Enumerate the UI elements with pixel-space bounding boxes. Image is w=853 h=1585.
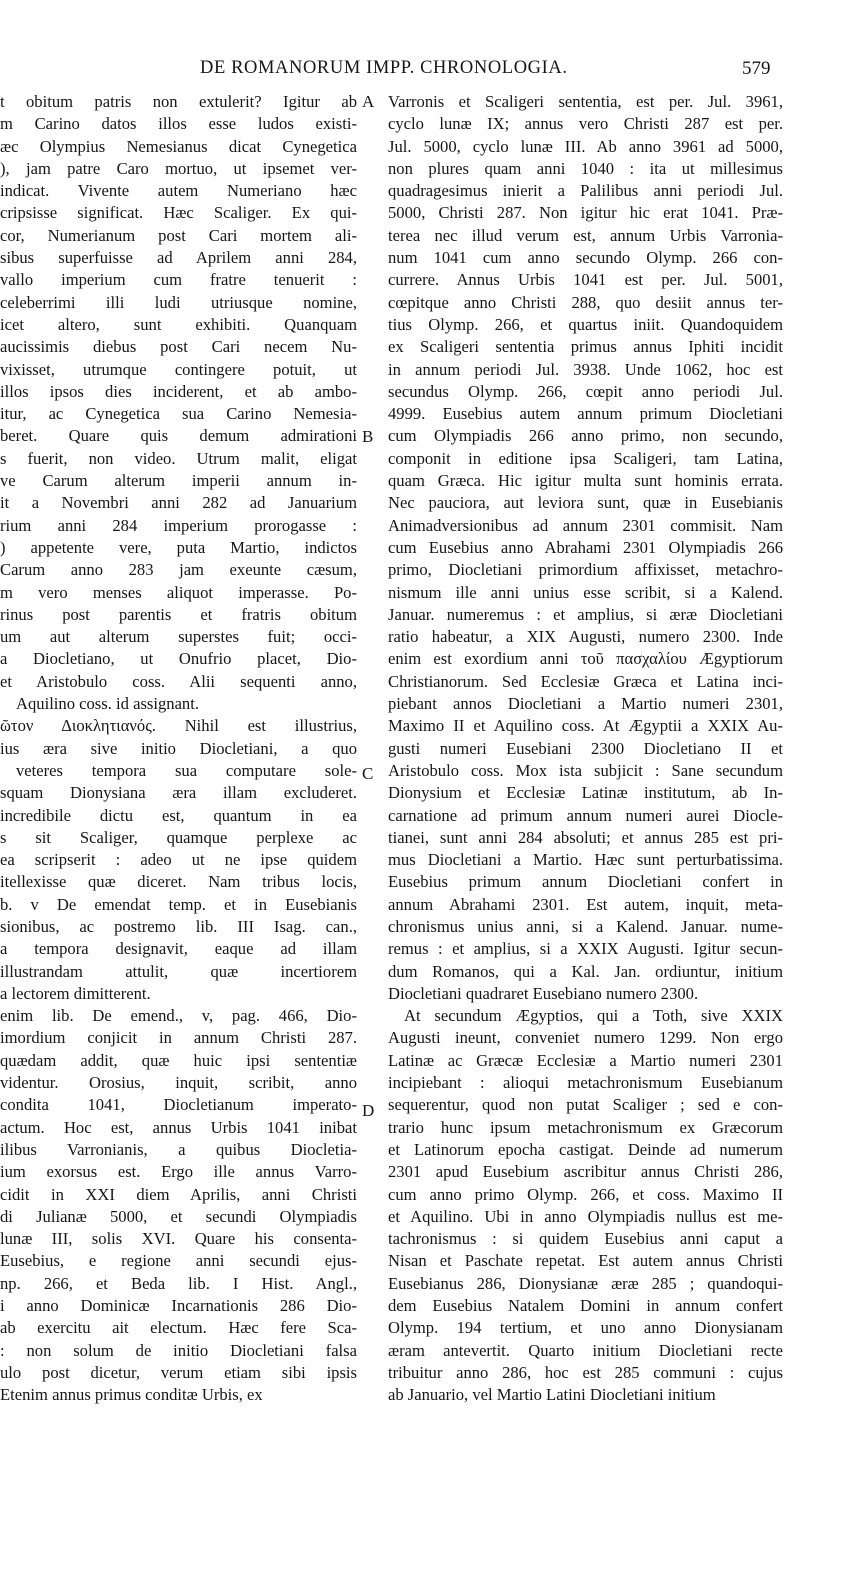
text-line: tribuitur anno 286, hoc est 285 communi : cujus — [388, 1362, 783, 1382]
text-line: cœpitque anno Christi 288, quo desiit annus ter- — [388, 292, 783, 312]
text-line: Augusti ineunt, conveniet numero 1299. Non ergo — [388, 1028, 783, 1048]
text-line: cripsisse significat. Hæc Scaliger. Ex qui- — [0, 203, 357, 223]
text-line: At secundum Ægyptios, qui a Toth, sive XXIX — [404, 1006, 783, 1026]
text-line: ῶτον Διοκλητιανός. Nihil est illustrius, — [0, 716, 357, 736]
text-line: indicat. Vivente autem Numeriano hæc — [0, 181, 357, 201]
text-line: Christianorum. Sed Ecclesiæ Græca et Latina inci- — [388, 671, 783, 691]
text-line: rinus post parentis et fratris obitum — [0, 604, 357, 624]
text-line: enim est exordium anni τοῦ πασχαλίου Ægyptiorum — [388, 649, 783, 669]
text-line: it a Novembri anni 282 ad Januarium — [0, 493, 357, 513]
text-line: tius Olymp. 266, et quartus iniit. Quandoquidem — [388, 314, 783, 334]
text-line: Latinæ ac Græcæ Ecclesiæ a Martio numeri 2301 — [388, 1050, 783, 1070]
running-title: DE ROMANORUM IMPP. CHRONOLOGIA. — [200, 58, 568, 78]
text-line: trario hunc ipsum metachronismum ex Græcorum — [388, 1117, 783, 1137]
text-line: vallo imperium cum fratre tenuerit : — [0, 270, 357, 290]
text-line: et Aquilino. Ubi in anno Olympiadis nullus est me- — [388, 1206, 783, 1226]
page-number: 579 — [742, 58, 771, 79]
text-line: Eusebianus 286, Dionysianæ æræ 285 ; quandoqui- — [388, 1273, 783, 1293]
text-line: remus : et amplius, si a XXIX Augusti. Igitur secun- — [388, 939, 783, 959]
text-line: quædam addit, quæ huic ipsi sententiæ — [0, 1050, 357, 1070]
text-line: Nisan et Paschate repetat. Est autem annus Christi — [388, 1251, 783, 1271]
text-line: enim lib. De emend., v, pag. 466, Dio- — [0, 1006, 357, 1026]
text-line: non plures quam anni 1040 : ita ut millesimus — [388, 158, 783, 178]
text-line: icet altero, sunt exhibiti. Quanquam — [0, 314, 357, 334]
text-line: 4999. Eusebius autem annum primum Diocletiani — [388, 404, 783, 424]
left-column — [0, 91, 357, 1407]
text-line: m Carino datos illos esse ludos existi- — [0, 114, 357, 134]
text-line: piebant annos Diocletiani a Martio numeri 2301, — [388, 694, 783, 714]
text-line: aucissimis diebus post Cari necem Nu- — [0, 337, 357, 357]
text-line: cum anno primo Olymp. 266, et coss. Maximo II — [388, 1184, 783, 1204]
text-line: vixisset, utrumque contingere potuit, ut — [0, 359, 357, 379]
text-line: Olymp. 194 tertium, et uno anno Dionysianam — [388, 1318, 783, 1338]
text-line: illos ipsos dies inciderent, et ab ambo- — [0, 381, 357, 401]
text-line: t obitum patris non extulerit? Igitur ab — [0, 92, 357, 111]
text-line: Diocletiani quadraret Eusebiano numero 2300. — [388, 983, 699, 1003]
right-column — [388, 91, 783, 1407]
text-line: illustrandam attulit, quæ incertiorem — [0, 961, 357, 981]
text-line: veteres tempora sua computare sole- — [16, 760, 357, 780]
text-line: mus Diocletiani a Martio. Hæc sunt perturbatissima. — [388, 850, 783, 870]
text-line: s sit Scaliger, quamque perplexe ac — [0, 827, 357, 847]
text-line: in annum periodi Jul. 3938. Unde 1062, hoc est — [388, 359, 783, 379]
text-line: sionibus, ac postremo lib. III Isag. can., — [0, 916, 357, 936]
text-line: et Latinorum epocha castigat. Deinde ad numerum — [388, 1139, 783, 1159]
text-line: cor, Numerianum post Cari mortem ali- — [0, 225, 357, 245]
text-line: dem Eusebius Natalem Domini in annum confert — [388, 1296, 783, 1316]
text-line: primo, Diocletiani primordium affixisset, metachro- — [388, 560, 783, 580]
text-line: ), jam patre Caro mortuo, ut ipsemet ver- — [0, 158, 357, 178]
text-line: cum Eusebius anno Abrahami 2301 Olympiadis 266 — [388, 537, 783, 557]
text-line: um aut alterum superstes fuit; occi- — [0, 627, 357, 647]
text-line: Jul. 5000, cyclo lunæ III. Ab anno 3961 ad 5000, — [388, 136, 783, 156]
text-line: sibus superfuisse ad Aprilem anni 284, — [0, 248, 357, 268]
text-line: et Aristobulo coss. Alii sequenti anno, — [0, 671, 357, 691]
margin-marker-b: B — [362, 427, 374, 446]
text-line: Dionysium et Ecclesiæ Latinæ institutum, ab In- — [388, 783, 783, 803]
text-line: ea scripserit : adeo ut ne ipse quidem — [0, 850, 357, 870]
margin-marker-c: C — [362, 764, 374, 783]
text-line: tianei, sunt anni 284 absoluti; et annus 285 est pri- — [388, 827, 783, 847]
text-line: sequerentur, quod non putat Scaliger ; sed e con- — [388, 1095, 783, 1115]
text-line: 2301 apud Eusebium ascribitur annus Christi 286, — [388, 1162, 783, 1182]
text-line: annum Abrahami 2301. Est autem, inquit, meta- — [388, 894, 783, 914]
text-line: lunæ III, solis XVI. Quare his consenta- — [0, 1229, 357, 1249]
text-line: itur, ac Cynegetica sua Carino Nemesia- — [0, 404, 357, 424]
text-line: squam Dionysiana æra illam excluderet. — [0, 783, 357, 803]
text-line: Aquilino coss. id assignant. — [16, 694, 199, 714]
margin-marker-a: A — [362, 92, 375, 111]
text-line: rium anni 284 imperium prorogasse : — [0, 515, 357, 535]
text-line: æc Olympius Nemesianus dicat Cynegetica — [0, 136, 357, 156]
text-line: cum Olympiadis 266 anno primo, non secundo, — [388, 426, 783, 446]
text-line: b. v De emendat temp. et in Eusebianis — [0, 894, 357, 914]
text-line: quadragesimus inierit a Palilibus anni periodi Jul. — [388, 181, 783, 201]
text-line: ulo post dicetur, verum etiam sibi ipsis — [0, 1362, 357, 1382]
text-line: a tempora designavit, eaque ad illam — [0, 939, 357, 959]
text-line: di Julianæ 5000, et secundi Olympiadis — [0, 1206, 357, 1226]
text-line: æram antevertit. Quarto initium Diocletiani recte — [388, 1340, 783, 1360]
text-line: Januar. numeremus : et amplius, si æræ Diocletiani — [388, 604, 783, 624]
text-line: quam Græca. Hic igitur multa sunt hominis errata. — [388, 471, 783, 491]
text-line: itellexisse quæ diceret. Nam tribus locis, — [0, 872, 357, 892]
text-line: imordium conjicit in annum Christi 287. — [0, 1028, 357, 1048]
text-line: s fuerit, non video. Utrum malit, eligat — [0, 448, 357, 468]
text-line: beret. Quare quis demum admirationi — [0, 426, 357, 446]
text-line: np. 266, et Beda lib. I Hist. Angl., — [0, 1273, 357, 1293]
text-line: chronismus unius anni, si a Kalend. Januar. nume- — [388, 916, 783, 936]
text-line: ab exercitu ait electum. Hæc fere Sca- — [0, 1318, 357, 1338]
text-line: currere. Annus Urbis 1041 est per. Jul. 5001, — [388, 270, 783, 290]
text-line: Carum anno 283 jam exeunte cæsum, — [0, 560, 357, 580]
text-line: ve Carum alterum imperii annum in- — [0, 471, 357, 491]
text-line: terea nec illud verum est, annum Urbis Varronia- — [388, 225, 783, 245]
text-line: ratio habeatur, a XIX Augusti, numero 2300. Inde — [388, 627, 783, 647]
text-line: Eusebius, e regione anni secundi ejus- — [0, 1251, 357, 1271]
text-line: ) appetente vere, puta Martio, indictos — [0, 537, 357, 557]
text-line: dum Romanos, qui a Kal. Jan. ordiuntur, initium — [388, 961, 783, 981]
text-line: condita 1041, Diocletianum imperato- — [0, 1095, 357, 1115]
text-line: ab Januario, vel Martio Latini Diocletiani initium — [388, 1385, 716, 1405]
text-line: ilibus Varronianis, a quibus Diocletia- — [0, 1139, 357, 1159]
text-line: Animadversionibus ad annum 2301 commisit. Nam — [388, 515, 783, 535]
text-line: 5000, Christi 287. Non igitur hic erat 1041. Præ- — [388, 203, 783, 223]
text-line: a Diocletiano, ut Onufrio placet, Dio- — [0, 649, 357, 669]
text-line: m vero menses aliquot imperasse. Po- — [0, 582, 357, 602]
text-line: num 1041 cum anno secundo Olymp. 266 con- — [388, 248, 783, 268]
text-line: a lectorem dimitterent. — [0, 983, 151, 1003]
margin-marker-d: D — [362, 1101, 375, 1120]
text-line: Aristobulo coss. Mox ista subjicit : Sane secundum — [388, 760, 783, 780]
text-line: carnatione ad primum annum numeri aurei Diocle- — [388, 805, 783, 825]
text-line: cyclo lunæ IX; annus vero Christi 287 est per. — [388, 114, 783, 134]
text-line: Etenim annus primus conditæ Urbis, ex — [0, 1385, 263, 1405]
text-line: i anno Dominicæ Incarnationis 286 Dio- — [0, 1296, 357, 1316]
text-line: gusti numeri Eusebiani 2300 Diocletiano II et — [388, 738, 783, 758]
text-line: Maximo II et Aquilino coss. At Ægyptii a XXIX Au- — [388, 716, 783, 736]
text-line: Eusebius primum annum Diocletiani confert in — [388, 872, 783, 892]
text-line: ius æra sive initio Diocletiani, a quo — [0, 738, 357, 758]
text-line: incredibile dictu est, quantum in ea — [0, 805, 357, 825]
text-line: videntur. Orosius, inquit, scribit, anno — [0, 1073, 357, 1093]
text-line: Nec pauciora, aut leviora sunt, quæ in Eusebianis — [388, 493, 783, 513]
text-line: incipiebant : alioqui metachronismum Eusebianum — [388, 1073, 783, 1093]
text-line: celeberrimi illi ludi utriusque nomine, — [0, 292, 357, 312]
text-line: cidit in XXI diem Aprilis, anni Christi — [0, 1184, 357, 1204]
text-line: secundus Olymp. 266, cœpit anno periodi Jul. — [388, 381, 783, 401]
text-line: componit in editione ipsa Scaligeri, tam Latina, — [388, 448, 783, 468]
text-line: : non solum de initio Diocletiani falsa — [0, 1340, 357, 1360]
text-line: Varronis et Scaligeri sententia, est per. Jul. 3961, — [388, 92, 783, 111]
text-line: actum. Hoc est, annus Urbis 1041 inibat — [0, 1117, 357, 1137]
text-line: ium exorsus est. Ergo ille annus Varro- — [0, 1162, 357, 1182]
text-line: tachronismus : si quidem Eusebius anni caput a — [388, 1229, 783, 1249]
running-header — [0, 58, 853, 84]
text-line: nismum ille anni unius esse scribit, si a Kalend. — [388, 582, 783, 602]
text-line: ex Scaligeri sententia primus annus Iphiti incidit — [388, 337, 783, 357]
